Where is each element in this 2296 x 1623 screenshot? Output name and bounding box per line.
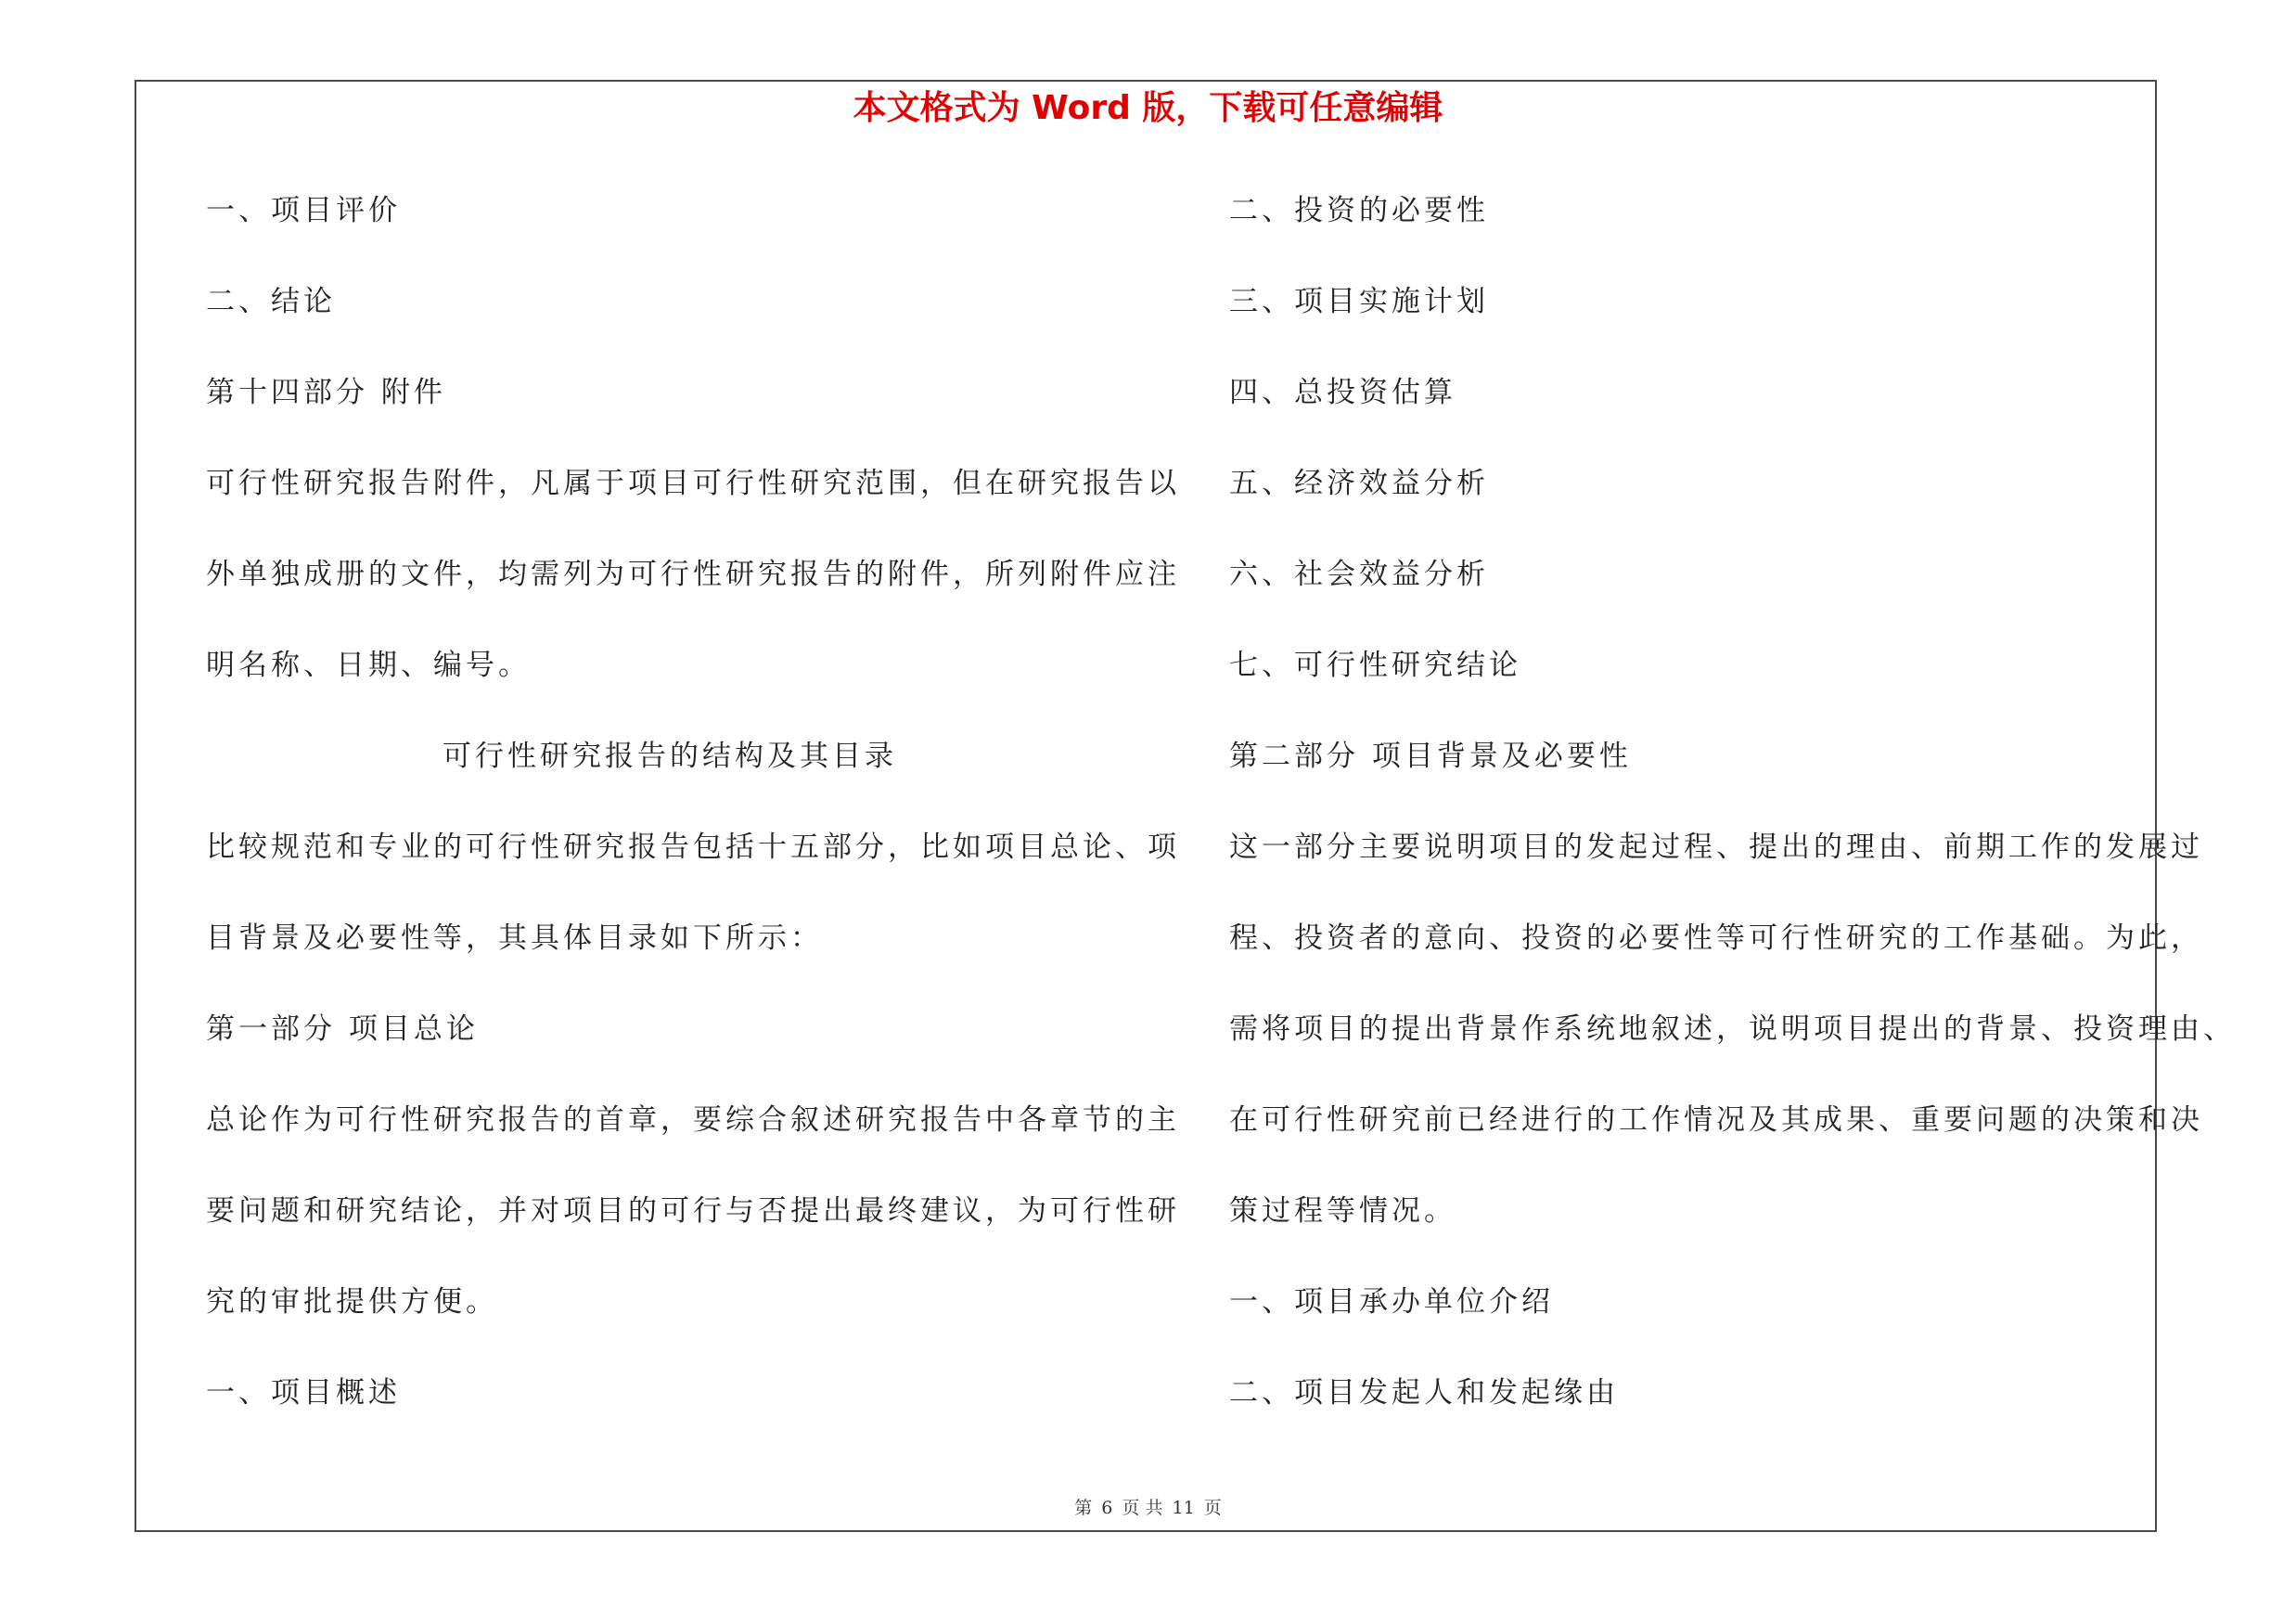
text-line: 可行性研究报告附件，凡属于项目可行性研究范围，但在研究报告以 (206, 467, 1180, 500)
text-line: 四、总投资估算 (1229, 376, 1456, 409)
footer-total-pages: 11 (1172, 1498, 1195, 1518)
text-line: 一、项目评价 (206, 194, 401, 227)
text-line: 第十四部分 附件 (206, 376, 446, 409)
text-line: 比较规范和专业的可行性研究报告包括十五部分，比如项目总论、项 (206, 831, 1180, 864)
text-line: 第一部分 项目总论 (206, 1012, 479, 1046)
footer-page-number: 6 (1101, 1498, 1113, 1518)
footer-prefix: 第 (1074, 1498, 1093, 1518)
right-column (1229, 183, 2236, 1456)
text-line: 七、可行性研究结论 (1229, 649, 1521, 682)
text-line: 策过程等情况。 (1229, 1194, 1456, 1228)
text-line: 二、投资的必要性 (1229, 194, 1489, 227)
text-line: 需将项目的提出背景作系统地叙述，说明项目提出的背景、投资理由、 (1229, 1012, 2236, 1046)
text-line: 要问题和研究结论，并对项目的可行与否提出最终建议，为可行性研 (206, 1194, 1180, 1228)
text-line: 二、结论 (206, 285, 336, 318)
page-footer (0, 1494, 2296, 1519)
left-column (206, 183, 1180, 1456)
text-line: 六、社会效益分析 (1229, 558, 1489, 591)
format-banner: 本文格式为 Word 版，下载可任意编辑 (853, 89, 1443, 127)
text-line: 二、项目发起人和发起缘由 (1229, 1376, 1619, 1410)
footer-middle: 页 共 (1122, 1498, 1163, 1518)
text-line: 五、经济效益分析 (1229, 467, 1489, 500)
text-line: 明名称、日期、编号。 (206, 649, 531, 682)
text-line: 目背景及必要性等，其具体目录如下所示： (206, 921, 823, 955)
footer-suffix: 页 (1203, 1498, 1222, 1518)
text-line: 总论作为可行性研究报告的首章，要综合叙述研究报告中各章节的主 (206, 1103, 1180, 1137)
text-line: 在可行性研究前已经进行的工作情况及其成果、重要问题的决策和决 (1229, 1103, 2203, 1137)
text-line: 这一部分主要说明项目的发起过程、提出的理由、前期工作的发展过 (1229, 831, 2203, 864)
text-line: 三、项目实施计划 (1229, 285, 1489, 318)
text-line: 第二部分 项目背景及必要性 (1229, 740, 1632, 773)
text-line: 程、投资者的意向、投资的必要性等可行性研究的工作基础。为此， (1229, 921, 2203, 955)
text-line: 一、项目承办单位介绍 (1229, 1285, 1554, 1319)
text-line: 究的审批提供方便。 (206, 1285, 498, 1319)
text-line: 一、项目概述 (206, 1376, 401, 1410)
text-line: 外单独成册的文件，均需列为可行性研究报告的附件，所列附件应注 (206, 558, 1180, 591)
text-line: 可行性研究报告的结构及其目录 (443, 740, 897, 773)
